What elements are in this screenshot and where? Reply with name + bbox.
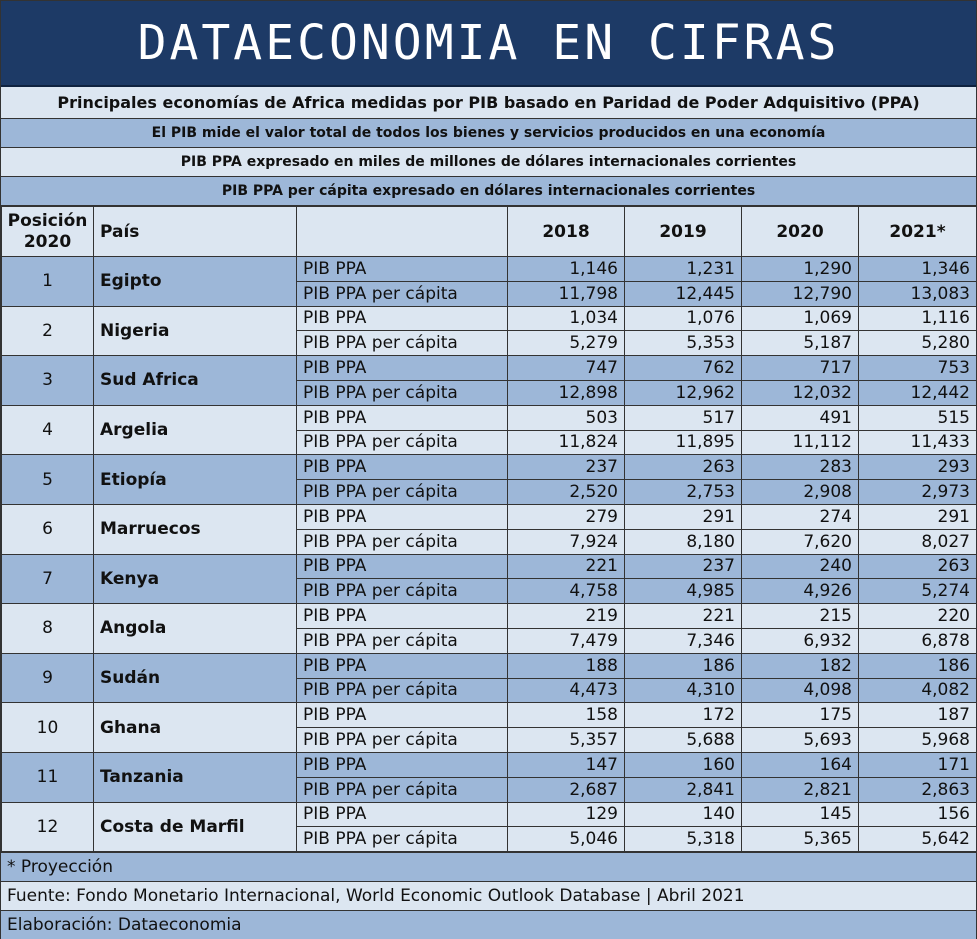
gdp-value: 147 bbox=[508, 752, 625, 777]
per-capita-value: 7,620 bbox=[742, 529, 859, 554]
per-capita-value: 7,479 bbox=[508, 628, 625, 653]
per-capita-value: 2,753 bbox=[625, 480, 742, 505]
metric-label: PIB PPA bbox=[297, 802, 508, 827]
position-cell: 4 bbox=[2, 405, 94, 455]
per-capita-value: 4,082 bbox=[859, 678, 977, 703]
gdp-value: 219 bbox=[508, 604, 625, 629]
metric-label: PIB PPA per cápita bbox=[297, 728, 508, 753]
per-capita-value: 5,357 bbox=[508, 728, 625, 753]
per-capita-value: 2,908 bbox=[742, 480, 859, 505]
country-cell: Marruecos bbox=[94, 504, 297, 554]
country-cell: Kenya bbox=[94, 554, 297, 604]
metric-label: PIB PPA bbox=[297, 356, 508, 381]
per-capita-value: 8,180 bbox=[625, 529, 742, 554]
gdp-value: 1,231 bbox=[625, 257, 742, 282]
per-capita-value: 4,985 bbox=[625, 579, 742, 604]
metric-label: PIB PPA bbox=[297, 405, 508, 430]
position-cell: 2 bbox=[2, 306, 94, 356]
gdp-value: 158 bbox=[508, 703, 625, 728]
gdp-value: 221 bbox=[625, 604, 742, 629]
gdp-table bbox=[1, 206, 977, 852]
table-header-row bbox=[2, 207, 977, 257]
gdp-value: 517 bbox=[625, 405, 742, 430]
header-year-2019: 2019 bbox=[625, 207, 742, 257]
gdp-value: 291 bbox=[625, 504, 742, 529]
country-cell: Sudán bbox=[94, 653, 297, 703]
header-position: Posición 2020 bbox=[2, 207, 94, 257]
per-capita-value: 4,758 bbox=[508, 579, 625, 604]
metric-label: PIB PPA bbox=[297, 504, 508, 529]
position-cell: 7 bbox=[2, 554, 94, 604]
country-cell: Etiopía bbox=[94, 455, 297, 505]
gdp-value: 1,146 bbox=[508, 257, 625, 282]
per-capita-value: 12,445 bbox=[625, 281, 742, 306]
per-capita-value: 12,790 bbox=[742, 281, 859, 306]
per-capita-value: 11,112 bbox=[742, 430, 859, 455]
per-capita-value: 5,280 bbox=[859, 331, 977, 356]
table-row bbox=[2, 356, 977, 381]
gdp-value: 240 bbox=[742, 554, 859, 579]
per-capita-value: 6,932 bbox=[742, 628, 859, 653]
note-gdp-units: PIB PPA expresado en miles de millones de dólares internacionales corrientes bbox=[1, 148, 976, 177]
gdp-value: 186 bbox=[625, 653, 742, 678]
per-capita-value: 4,926 bbox=[742, 579, 859, 604]
gdp-value: 175 bbox=[742, 703, 859, 728]
gdp-value: 1,076 bbox=[625, 306, 742, 331]
table-row bbox=[2, 752, 977, 777]
header-year-2018: 2018 bbox=[508, 207, 625, 257]
table-row bbox=[2, 455, 977, 480]
gdp-value: 1,069 bbox=[742, 306, 859, 331]
footer-projection: * Proyección bbox=[1, 852, 976, 881]
gdp-value: 762 bbox=[625, 356, 742, 381]
table-body bbox=[2, 257, 977, 852]
position-cell: 3 bbox=[2, 356, 94, 406]
metric-label: PIB PPA per cápita bbox=[297, 678, 508, 703]
per-capita-value: 5,187 bbox=[742, 331, 859, 356]
header-year-2020: 2020 bbox=[742, 207, 859, 257]
table-row bbox=[2, 554, 977, 579]
position-cell: 9 bbox=[2, 653, 94, 703]
gdp-value: 237 bbox=[625, 554, 742, 579]
metric-label: PIB PPA bbox=[297, 257, 508, 282]
gdp-value: 164 bbox=[742, 752, 859, 777]
gdp-value: 753 bbox=[859, 356, 977, 381]
gdp-value: 279 bbox=[508, 504, 625, 529]
banner-title: DATAECONOMIA EN CIFRAS bbox=[1, 1, 976, 87]
metric-label: PIB PPA bbox=[297, 455, 508, 480]
metric-label: PIB PPA per cápita bbox=[297, 777, 508, 802]
gdp-value: 172 bbox=[625, 703, 742, 728]
gdp-value: 747 bbox=[508, 356, 625, 381]
gdp-value: 220 bbox=[859, 604, 977, 629]
per-capita-value: 5,693 bbox=[742, 728, 859, 753]
gdp-value: 1,034 bbox=[508, 306, 625, 331]
gdp-value: 187 bbox=[859, 703, 977, 728]
header-metric bbox=[297, 207, 508, 257]
per-capita-value: 11,433 bbox=[859, 430, 977, 455]
table-row bbox=[2, 504, 977, 529]
per-capita-value: 8,027 bbox=[859, 529, 977, 554]
per-capita-value: 12,442 bbox=[859, 380, 977, 405]
gdp-value: 283 bbox=[742, 455, 859, 480]
metric-label: PIB PPA bbox=[297, 554, 508, 579]
country-cell: Egipto bbox=[94, 257, 297, 307]
per-capita-value: 5,968 bbox=[859, 728, 977, 753]
position-cell: 1 bbox=[2, 257, 94, 307]
metric-label: PIB PPA per cápita bbox=[297, 529, 508, 554]
per-capita-value: 5,365 bbox=[742, 827, 859, 852]
metric-label: PIB PPA bbox=[297, 604, 508, 629]
metric-label: PIB PPA bbox=[297, 752, 508, 777]
per-capita-value: 2,520 bbox=[508, 480, 625, 505]
metric-label: PIB PPA per cápita bbox=[297, 579, 508, 604]
gdp-value: 274 bbox=[742, 504, 859, 529]
gdp-value: 263 bbox=[625, 455, 742, 480]
metric-label: PIB PPA bbox=[297, 653, 508, 678]
per-capita-value: 5,318 bbox=[625, 827, 742, 852]
gdp-value: 491 bbox=[742, 405, 859, 430]
gdp-value: 503 bbox=[508, 405, 625, 430]
per-capita-value: 2,863 bbox=[859, 777, 977, 802]
gdp-value: 237 bbox=[508, 455, 625, 480]
per-capita-value: 5,274 bbox=[859, 579, 977, 604]
gdp-value: 140 bbox=[625, 802, 742, 827]
country-cell: Nigeria bbox=[94, 306, 297, 356]
metric-label: PIB PPA bbox=[297, 306, 508, 331]
per-capita-value: 4,098 bbox=[742, 678, 859, 703]
table-row bbox=[2, 802, 977, 827]
per-capita-value: 5,353 bbox=[625, 331, 742, 356]
table-row bbox=[2, 703, 977, 728]
per-capita-value: 4,310 bbox=[625, 678, 742, 703]
note-percapita-units: PIB PPA per cápita expresado en dólares internacionales corrientes bbox=[1, 177, 976, 206]
gdp-value: 291 bbox=[859, 504, 977, 529]
country-cell: Ghana bbox=[94, 703, 297, 753]
table-row bbox=[2, 604, 977, 629]
gdp-value: 1,116 bbox=[859, 306, 977, 331]
metric-label: PIB PPA per cápita bbox=[297, 430, 508, 455]
gdp-value: 145 bbox=[742, 802, 859, 827]
per-capita-value: 5,688 bbox=[625, 728, 742, 753]
per-capita-value: 12,962 bbox=[625, 380, 742, 405]
table-row bbox=[2, 306, 977, 331]
position-cell: 11 bbox=[2, 752, 94, 802]
per-capita-value: 12,032 bbox=[742, 380, 859, 405]
country-cell: Costa de Marfil bbox=[94, 802, 297, 852]
gdp-value: 1,290 bbox=[742, 257, 859, 282]
per-capita-value: 12,898 bbox=[508, 380, 625, 405]
position-cell: 10 bbox=[2, 703, 94, 753]
position-cell: 12 bbox=[2, 802, 94, 852]
per-capita-value: 2,973 bbox=[859, 480, 977, 505]
position-cell: 5 bbox=[2, 455, 94, 505]
per-capita-value: 7,924 bbox=[508, 529, 625, 554]
per-capita-value: 5,279 bbox=[508, 331, 625, 356]
per-capita-value: 4,473 bbox=[508, 678, 625, 703]
country-cell: Sud Africa bbox=[94, 356, 297, 406]
gdp-value: 515 bbox=[859, 405, 977, 430]
per-capita-value: 5,642 bbox=[859, 827, 977, 852]
per-capita-value: 13,083 bbox=[859, 281, 977, 306]
per-capita-value: 11,824 bbox=[508, 430, 625, 455]
table-row bbox=[2, 653, 977, 678]
metric-label: PIB PPA per cápita bbox=[297, 628, 508, 653]
country-cell: Tanzania bbox=[94, 752, 297, 802]
position-cell: 6 bbox=[2, 504, 94, 554]
per-capita-value: 2,821 bbox=[742, 777, 859, 802]
gdp-value: 215 bbox=[742, 604, 859, 629]
gdp-value: 717 bbox=[742, 356, 859, 381]
metric-label: PIB PPA per cápita bbox=[297, 827, 508, 852]
table-row bbox=[2, 405, 977, 430]
position-cell: 8 bbox=[2, 604, 94, 654]
per-capita-value: 7,346 bbox=[625, 628, 742, 653]
gdp-value: 188 bbox=[508, 653, 625, 678]
country-cell: Angola bbox=[94, 604, 297, 654]
gdp-value: 293 bbox=[859, 455, 977, 480]
country-cell: Argelia bbox=[94, 405, 297, 455]
header-country: País bbox=[94, 207, 297, 257]
header-year-2021: 2021* bbox=[859, 207, 977, 257]
note-definition: El PIB mide el valor total de todos los bienes y servicios producidos en una economía bbox=[1, 119, 976, 148]
metric-label: PIB PPA per cápita bbox=[297, 331, 508, 356]
gdp-value: 182 bbox=[742, 653, 859, 678]
per-capita-value: 11,895 bbox=[625, 430, 742, 455]
footer-credit: Elaboración: Dataeconomia bbox=[1, 910, 976, 939]
per-capita-value: 2,841 bbox=[625, 777, 742, 802]
gdp-value: 171 bbox=[859, 752, 977, 777]
metric-label: PIB PPA bbox=[297, 703, 508, 728]
per-capita-value: 5,046 bbox=[508, 827, 625, 852]
gdp-value: 156 bbox=[859, 802, 977, 827]
table-row bbox=[2, 257, 977, 282]
per-capita-value: 2,687 bbox=[508, 777, 625, 802]
per-capita-value: 6,878 bbox=[859, 628, 977, 653]
gdp-value: 221 bbox=[508, 554, 625, 579]
gdp-value: 129 bbox=[508, 802, 625, 827]
metric-label: PIB PPA per cápita bbox=[297, 480, 508, 505]
metric-label: PIB PPA per cápita bbox=[297, 380, 508, 405]
subtitle: Principales economías de Africa medidas por PIB basado en Paridad de Poder Adquisitivo (PPA) bbox=[1, 87, 976, 119]
gdp-value: 263 bbox=[859, 554, 977, 579]
metric-label: PIB PPA per cápita bbox=[297, 281, 508, 306]
footer-source: Fuente: Fondo Monetario Internacional, World Economic Outlook Database | Abril 2021 bbox=[1, 881, 976, 910]
gdp-value: 160 bbox=[625, 752, 742, 777]
gdp-value: 186 bbox=[859, 653, 977, 678]
per-capita-value: 11,798 bbox=[508, 281, 625, 306]
gdp-value: 1,346 bbox=[859, 257, 977, 282]
